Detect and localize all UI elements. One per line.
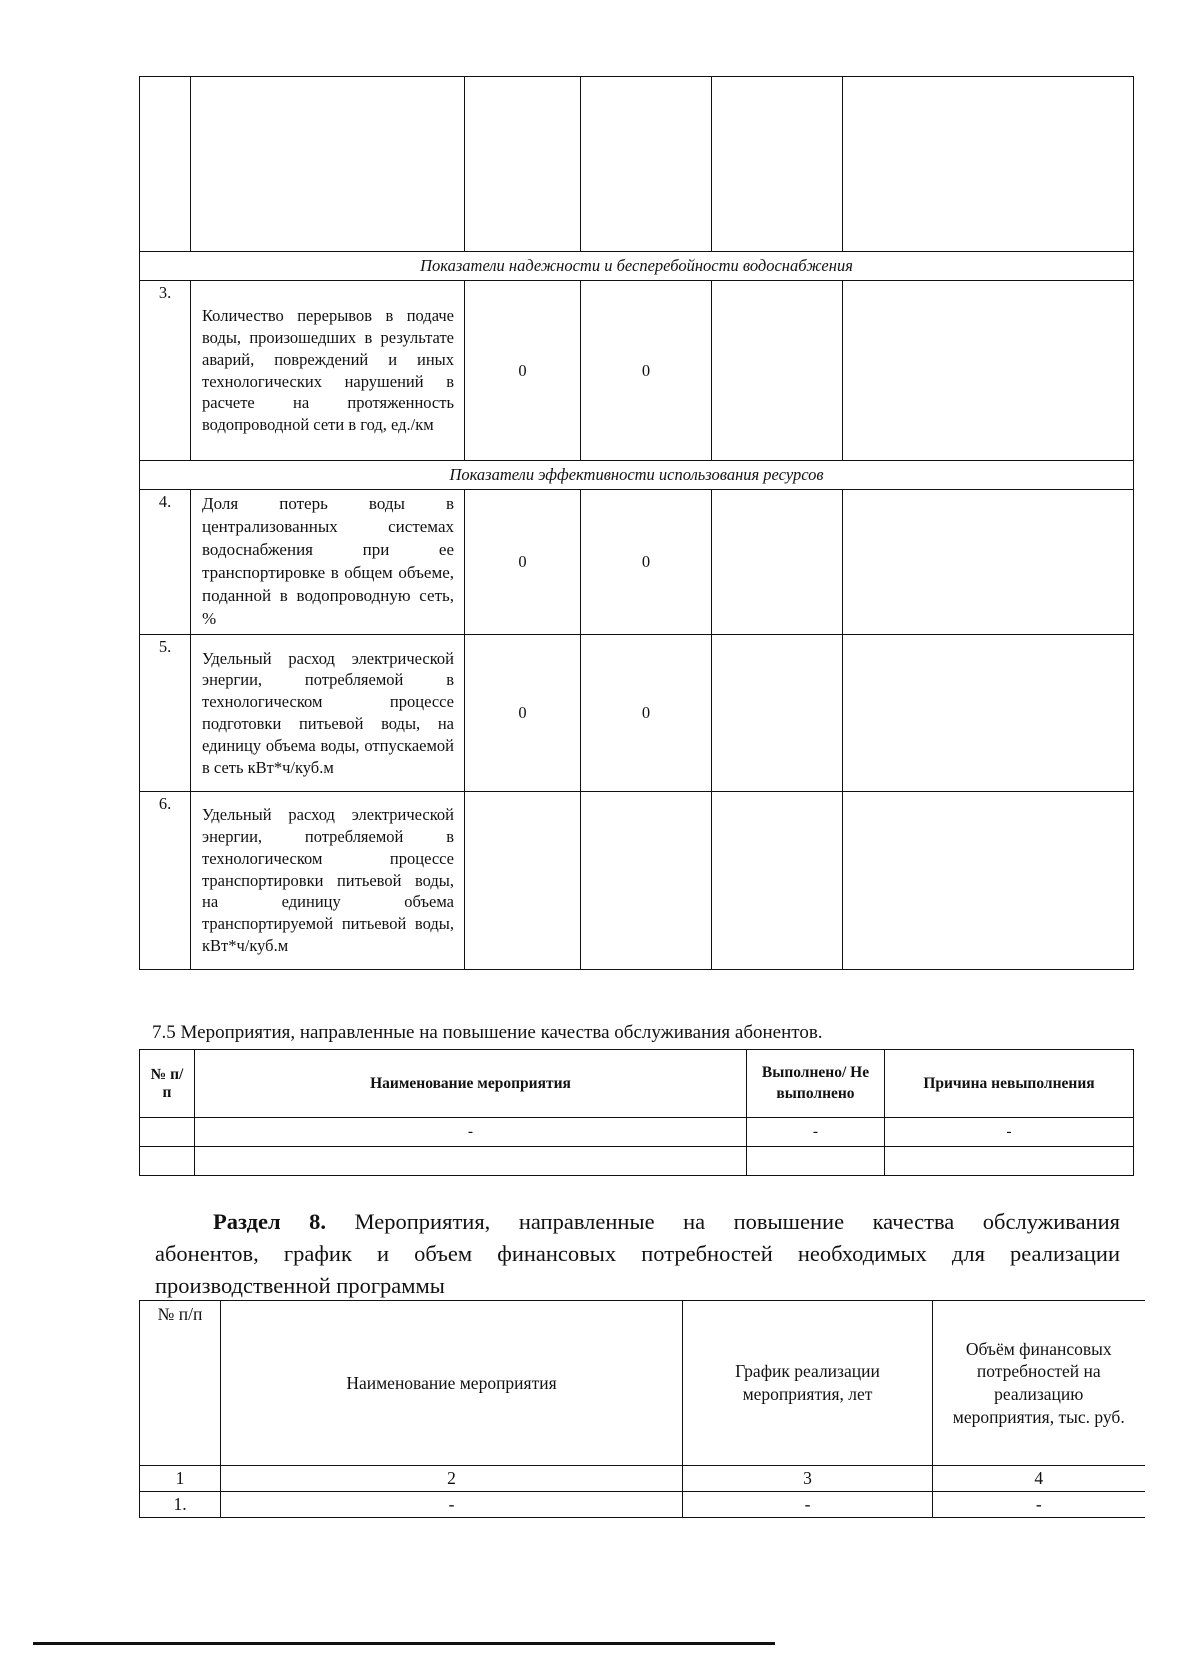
indicator-value	[465, 792, 581, 970]
indicator-value: 0	[465, 635, 581, 792]
indicator-name: Доля потерь воды в централизованных системах водоснабжения при ее транспортировке в общем объеме, поданной в водопроводную сеть, %	[191, 490, 465, 635]
cell-finance: -	[933, 1492, 1145, 1518]
column-number: 2	[221, 1466, 683, 1492]
table-cell	[712, 77, 843, 252]
column-number: 3	[683, 1466, 933, 1492]
header-schedule: График реализации мероприятия, лет	[683, 1301, 933, 1466]
column-number: 4	[933, 1466, 1145, 1492]
table-row	[140, 77, 1134, 252]
row-number: 4.	[140, 490, 191, 635]
measures-7-5-table	[139, 1049, 1134, 1176]
section-8-heading	[155, 1206, 1120, 1303]
cell-name: -	[221, 1492, 683, 1518]
table-cell	[843, 281, 1134, 461]
row-number: 5.	[140, 635, 191, 792]
section-8-label: Раздел 8.	[213, 1209, 327, 1234]
section-8-title-line3: производственной программы	[155, 1273, 445, 1299]
cell-done	[747, 1147, 885, 1176]
table-cell	[712, 281, 843, 461]
column-number: 1	[140, 1466, 221, 1492]
column-numbers-row	[140, 1466, 1145, 1492]
table-cell	[843, 792, 1134, 970]
indicator-name: Количество перерывов в подаче воды, произошедших в результате аварий, повреждений и иных технологических нарушений в расчете на протяженность водопроводной сети в год, ед./км	[191, 281, 465, 461]
table-header-row	[140, 1301, 1145, 1466]
section-header-reliability: Показатели надежности и бесперебойности водоснабжения	[140, 252, 1134, 281]
measures-8-table	[139, 1300, 1145, 1518]
table-cell	[712, 490, 843, 635]
indicator-name: Удельный расход электрической энергии, потребляемой в технологическом процессе транспортировки питьевой воды, на единицу объема транспортируемой питьевой воды, кВт*ч/куб.м	[191, 792, 465, 970]
table-cell	[712, 792, 843, 970]
indicator-value: 0	[581, 635, 712, 792]
cell-num	[140, 1147, 195, 1176]
section-8-title-line2: абонентов, график и объем финансовых потребностей необходимых для реализации	[155, 1241, 1120, 1267]
table-cell	[581, 77, 712, 252]
bottom-rule	[33, 1642, 775, 1645]
table-cell	[712, 635, 843, 792]
header-num: № п/п	[140, 1301, 221, 1466]
indicator-value	[581, 792, 712, 970]
header-reason: Причина невыполнения	[885, 1050, 1134, 1118]
indicator-value: 0	[465, 281, 581, 461]
indicator-value: 0	[581, 490, 712, 635]
cell-schedule: -	[683, 1492, 933, 1518]
indicator-value: 0	[465, 490, 581, 635]
section-header-efficiency: Показатели эффективности использования ресурсов	[140, 461, 1134, 490]
cell-name	[195, 1147, 747, 1176]
cell-name: -	[195, 1118, 747, 1147]
header-num: № п/п	[140, 1050, 195, 1118]
table-cell	[843, 77, 1134, 252]
table-row	[140, 1118, 1134, 1147]
table-cell	[843, 635, 1134, 792]
indicators-table	[139, 76, 1134, 970]
indicator-value: 0	[581, 281, 712, 461]
cell-num	[140, 1118, 195, 1147]
table-row	[140, 1492, 1145, 1518]
cell-reason	[885, 1147, 1134, 1176]
table-row	[140, 635, 1134, 792]
table-cell	[843, 490, 1134, 635]
table-row	[140, 1147, 1134, 1176]
table-cell	[465, 77, 581, 252]
table-row	[140, 281, 1134, 461]
header-name: Наименование мероприятия	[221, 1301, 683, 1466]
cell-done: -	[747, 1118, 885, 1147]
cell-num: 1.	[140, 1492, 221, 1518]
table-cell	[191, 77, 465, 252]
indicator-name: Удельный расход электрической энергии, потребляемой в технологическом процессе подготовки питьевой воды, на единицу объема воды, отпускаемой в сеть кВт*ч/куб.м	[191, 635, 465, 792]
cell-reason: -	[885, 1118, 1134, 1147]
table-cell	[140, 77, 191, 252]
section-7-5-caption: 7.5 Мероприятия, направленные на повышение качества обслуживания абонентов.	[152, 1022, 823, 1043]
table-row	[140, 792, 1134, 970]
table-header-row	[140, 1050, 1134, 1118]
header-name: Наименование мероприятия	[195, 1050, 747, 1118]
header-done: Выполнено/ Не выполнено	[747, 1050, 885, 1118]
section-8-title-line1: Мероприятия, направленные на повышение качества обслуживания	[354, 1209, 1120, 1234]
header-finance: Объём финансовых потребностей на реализацию мероприятия, тыс. руб.	[933, 1301, 1145, 1466]
table-row	[140, 490, 1134, 635]
row-number: 3.	[140, 281, 191, 461]
row-number: 6.	[140, 792, 191, 970]
